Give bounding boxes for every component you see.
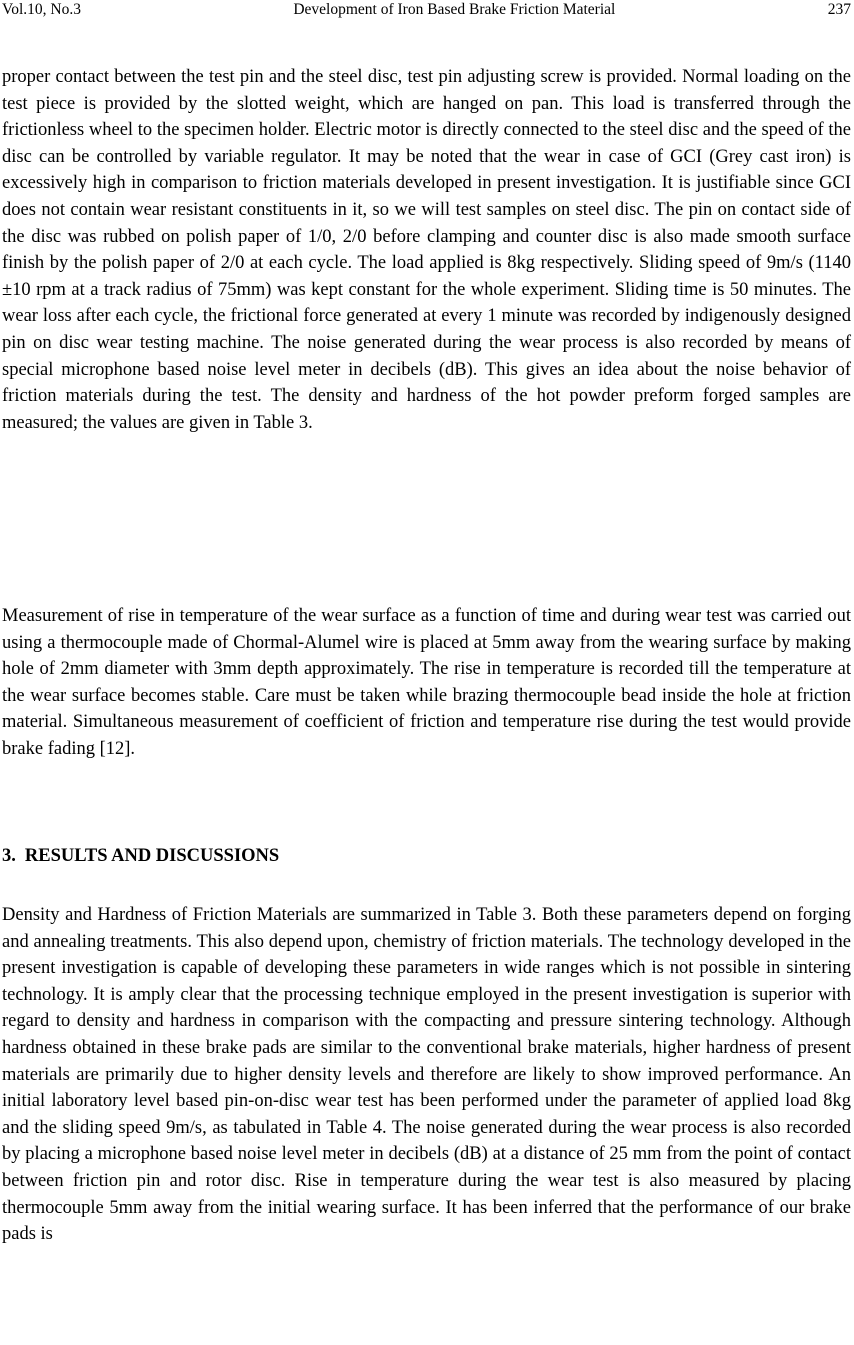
body-paragraph-2: Measurement of rise in temperature of the wear surface as a function of time and during wear test was carried out using a thermocouple made of Chormal-Alumel wire is placed at 5mm away from the wearing surface by making hole of 2mm diameter with 3mm depth approximately. The rise in temperature is recorded till the temperature at the wear surface becomes stable. Care must be taken while brazing thermocouple bead inside the hole at friction material. Simultaneous measurement of coefficient of friction and temperature rise during the test would provide brake fading [12]. <box>2 606 851 759</box>
page-number: 237 <box>827 1 851 18</box>
body-paragraph-3: Density and Hardness of Friction Materials are summarized in Table 3. Both these parameters depend on forging and annealing treatments. This also depend upon, chemistry of friction materials. The technology developed in the present investigation is capable of developing these parameters in wide ranges which is not possible in sintering technology. It is amply clear that the processing technique employed in the present investigation is superior with regard to density and hardness in comparison with the compacting and pressure sintering technology. Although hardness obtained in these brake pads are similar to the conventional brake materials, higher hardness of present materials are primarily due to higher density levels and therefore are likely to show improved performance. An initial laboratory level based pin-on-disc wear test has been performed under the parameter of applied load 8kg and the sliding speed 9m/s, as tabulated in Table 4. The noise generated during the wear process is also recorded by placing a microphone based noise level meter in decibels (dB) at a distance of 25 mm from the point of contact between friction pin and rotor disc. Rise in temperature during the wear test is also measured by placing thermocouple 5mm away from the initial wearing surface. It has been inferred that the performance of our brake pads is <box>2 905 851 1245</box>
running-header <box>2 0 851 19</box>
section-title: RESULTS AND DISCUSSIONS <box>24 846 280 866</box>
journal-volume: Vol.10, No.3 <box>2 1 81 18</box>
running-title: Development of Iron Based Brake Friction Material <box>293 1 616 18</box>
section-number: 3. <box>2 846 16 866</box>
section-heading <box>2 843 851 869</box>
body-paragraph-1: proper contact between the test pin and the steel disc, test pin adjusting screw is provided. Normal loading on the test piece is provided by the slotted weight, which are hanged on pan. This load is transferred through the frictionless wheel to the specimen holder. Electric motor is directly connected to the steel disc and the speed of the disc can be controlled by variable regulator. It may be noted that the wear in case of GCI (Grey cast iron) is excessively high in comparison to friction materials developed in present investigation. It is justifiable since GCI does not contain wear resistant constituents in it, so we will test samples on steel disc. The pin on contact side of the disc was rubbed on polish paper of 1/0, 2/0 before clamping and counter disc is also made smooth surface finish by the polish paper of 2/0 at each cycle. The load applied is 8kg respectively. Sliding speed of 9m/s (1140 ±10 rpm at a track radius of 75mm) was kept constant for the whole experiment. Sliding time is 50 minutes. The wear loss after each cycle, the frictional force generated at every 1 minute was recorded by indigenously designed pin on disc wear testing machine. The noise generated during the wear process is also recorded by means of special microphone based noise level meter in decibels (dB). This gives an idea about the noise behavior of friction materials during the test. The density and hardness of the hot powder preform forged samples are measured; the values are given in Table 3. <box>2 67 851 433</box>
